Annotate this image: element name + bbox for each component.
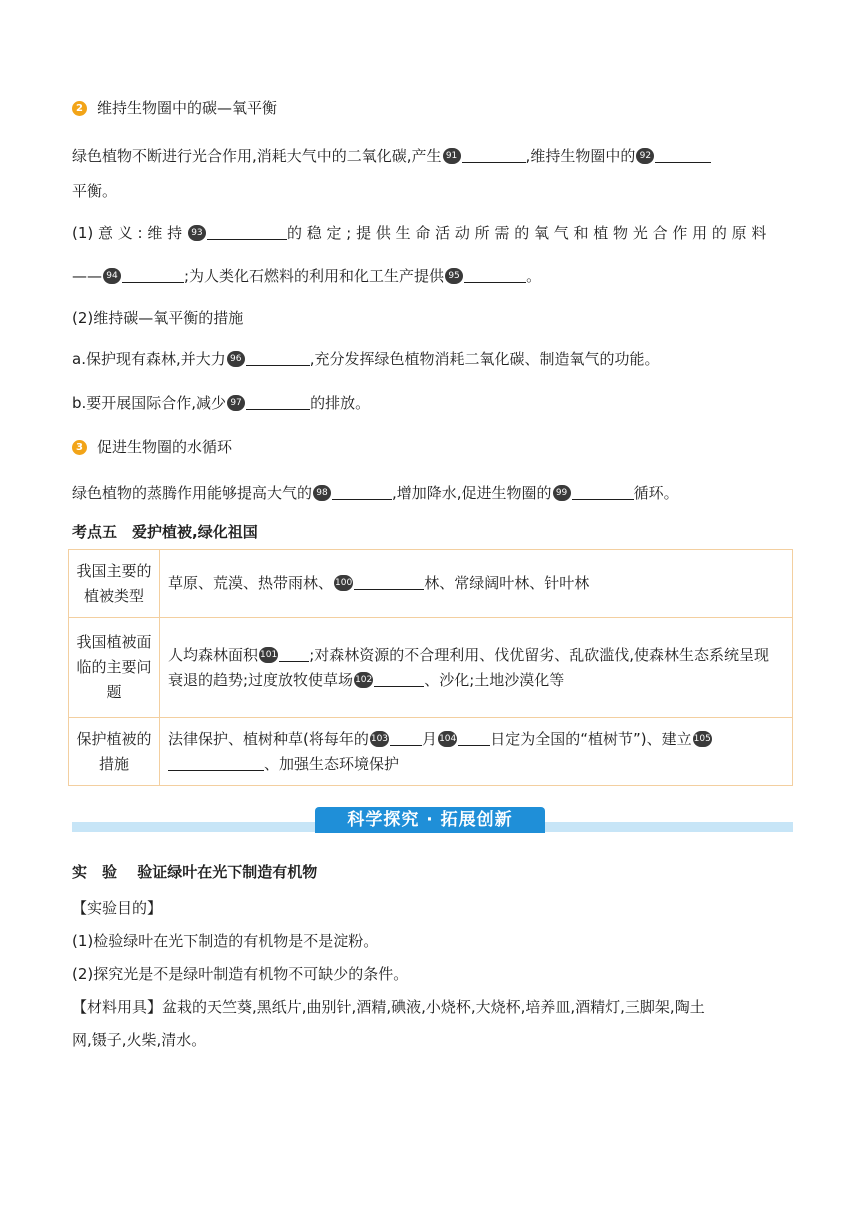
blank-number: 98 xyxy=(313,485,331,501)
blank-number: 91 xyxy=(443,148,461,164)
fill-blank[interactable] xyxy=(572,484,634,500)
text: ,维持生物圈中的 xyxy=(525,147,636,165)
text: 、沙化;土地沙漠化等 xyxy=(424,670,565,689)
section-banner: 科学探究 · 拓展创新 xyxy=(315,807,545,833)
blank-number: 102 xyxy=(354,672,373,688)
text: ;为人类化石燃料的利用和化工生产提供 xyxy=(184,267,445,285)
paragraph xyxy=(72,223,788,243)
purpose-item: (2)探究光是不是绿叶制造有机物不可缺少的条件。 xyxy=(72,965,409,983)
paragraph xyxy=(72,266,788,286)
text: 循环。 xyxy=(633,484,679,502)
text: ,增加降水,促进生物圈的 xyxy=(392,484,552,502)
blank-number: 103 xyxy=(370,731,389,747)
paragraph xyxy=(72,483,788,503)
table-row xyxy=(69,550,793,618)
paragraph xyxy=(72,393,788,413)
section-heading xyxy=(72,98,788,118)
fill-blank[interactable] xyxy=(464,267,526,283)
section-number-badge: 3 xyxy=(72,440,87,455)
fill-blank[interactable] xyxy=(655,147,711,163)
blank-number: 105 xyxy=(693,731,712,747)
row-content xyxy=(160,550,793,618)
blank-number: 96 xyxy=(227,351,245,367)
blank-number: 97 xyxy=(227,395,245,411)
text: 日定为全国的“植树节”)、建立 xyxy=(490,729,692,748)
text: 绿色植物不断进行光合作用,消耗大气中的二氧化碳,产生 xyxy=(72,147,442,165)
fill-blank[interactable] xyxy=(168,755,264,771)
text: 的 稳 定 ; 提 供 生 命 活 动 所 需 的 氧 气 和 植 物 光 合 作 用 的 原 料 xyxy=(286,224,767,242)
text: 人均森林面积 xyxy=(168,645,259,664)
paragraph xyxy=(72,181,788,201)
materials-text: 盆栽的天竺葵,黑纸片,曲别针,酒精,碘液,小烧杯,大烧杯,培养皿,酒精灯,三脚架,陶土 xyxy=(162,998,705,1016)
text: 法律保护、植树种草(将每年的 xyxy=(168,729,369,748)
fill-blank[interactable] xyxy=(354,574,424,590)
text: (2)维持碳—氧平衡的措施 xyxy=(72,309,244,327)
row-content xyxy=(160,618,793,718)
blank-number: 101 xyxy=(259,647,278,663)
fill-blank[interactable] xyxy=(279,646,309,662)
text: 、加强生态环境保护 xyxy=(264,754,400,773)
text: —— xyxy=(72,267,102,285)
fill-blank[interactable] xyxy=(374,671,424,687)
text: 林、常绿阔叶林、针叶林 xyxy=(424,574,590,592)
section-heading xyxy=(72,437,788,457)
section-number-badge: 2 xyxy=(72,101,87,116)
paragraph xyxy=(72,349,788,369)
purpose-heading: 【实验目的】 xyxy=(72,899,163,917)
blank-number: 100 xyxy=(334,575,353,591)
text: 绿色植物的蒸腾作用能够提高大气的 xyxy=(72,484,313,502)
table-row xyxy=(69,718,793,786)
fill-blank[interactable] xyxy=(246,394,310,410)
fill-blank[interactable] xyxy=(207,224,287,240)
blank-number: 104 xyxy=(438,731,457,747)
text: a.保护现有森林,并大力 xyxy=(72,350,226,368)
text: (1) 意 义 : 维 持 xyxy=(72,224,183,242)
text: 。 xyxy=(526,267,542,285)
text: b.要开展国际合作,减少 xyxy=(72,394,227,412)
materials-line xyxy=(72,997,788,1017)
section-title: 维持生物圈中的碳—氧平衡 xyxy=(97,99,278,117)
fill-blank[interactable] xyxy=(332,484,392,500)
materials-heading: 【材料用具】 xyxy=(72,998,163,1016)
text: ,充分发挥绿色植物消耗二氧化碳、制造氧气的功能。 xyxy=(309,350,660,368)
kaodian-heading: 考点五 爱护植被,绿化祖国 xyxy=(72,523,258,541)
blank-number: 92 xyxy=(636,148,654,164)
text: 草原、荒漠、热带雨林、 xyxy=(168,574,334,592)
blank-number: 99 xyxy=(553,485,571,501)
purpose-item: (1)检验绿叶在光下制造的有机物是不是淀粉。 xyxy=(72,932,379,950)
blank-number: 93 xyxy=(188,225,206,241)
row-header: 保护植被的措施 xyxy=(69,718,160,786)
fill-blank[interactable] xyxy=(390,730,422,746)
fill-blank[interactable] xyxy=(458,730,490,746)
fill-blank[interactable] xyxy=(246,350,310,366)
experiment-title: 实 验 验证绿叶在光下制造有机物 xyxy=(72,863,318,881)
paragraph xyxy=(72,146,788,166)
section-title: 促进生物圈的水循环 xyxy=(97,438,233,456)
fill-blank[interactable] xyxy=(462,147,526,163)
text: 的排放。 xyxy=(310,394,371,412)
text: 平衡。 xyxy=(72,182,118,200)
row-header: 我国植被面临的主要问题 xyxy=(69,618,160,718)
text: 月 xyxy=(422,729,438,748)
text: ;对森林资源的不合理利用、伐优留劣、乱砍滥伐,使森林生态系统呈现衰退的趋势;过度放牧使草场 xyxy=(168,645,770,689)
paragraph xyxy=(72,308,788,328)
row-content xyxy=(160,718,793,786)
blank-number: 94 xyxy=(103,268,121,284)
blank-number: 95 xyxy=(445,268,463,284)
fill-blank[interactable] xyxy=(122,267,184,283)
materials-line: 网,镊子,火柴,清水。 xyxy=(72,1031,207,1049)
vegetation-table xyxy=(68,549,793,786)
row-header: 我国主要的植被类型 xyxy=(69,550,160,618)
table-row xyxy=(69,618,793,718)
